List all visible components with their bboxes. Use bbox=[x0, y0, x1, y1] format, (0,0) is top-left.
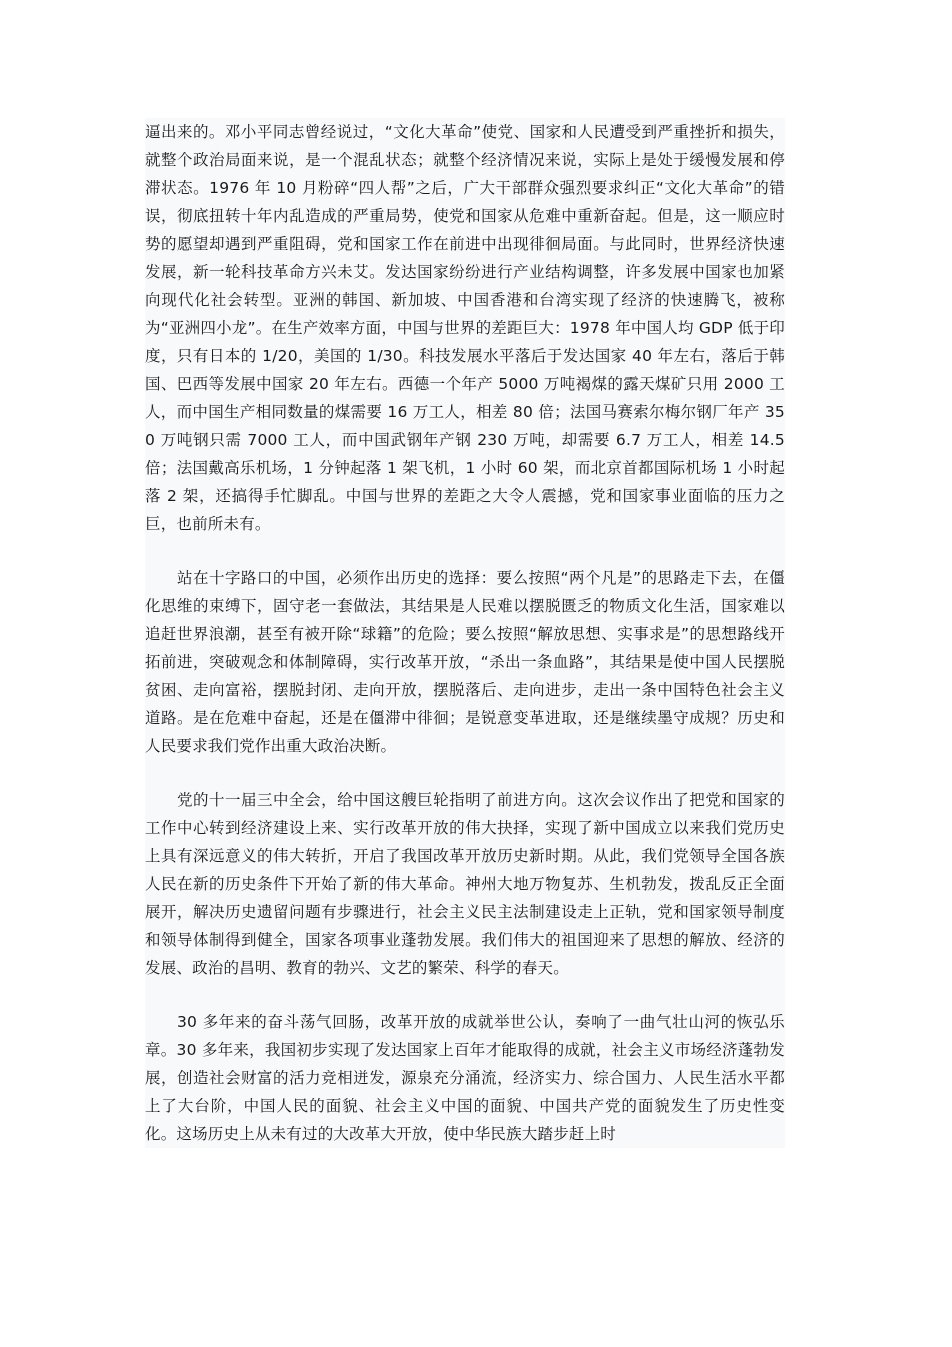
paragraph-1: 逼出来的。邓小平同志曾经说过，“文化大革命”使党、国家和人民遭受到严重挫折和损失，就整个政治局面来说，是一个混乱状态；就整个经济情况来说，实际上是处于缓慢发展和停滞状态。1976 年 10 月粉碎“四人帮”之后，广大干部群众强烈要求纠正“文化大革命”的错误，彻底扭转十年内乱造成的严重局势，使党和国家从危难中重新奋起。但是，这一顺应时势的愿望却遇到严重阻碍，党和国家工作在前进中出现徘徊局面。与此同时，世界经济快速发展，新一轮科技革命方兴未艾。发达国家纷纷进行产业结构调整，许多发展中国家也加紧向现代化社会转型。亚洲的韩国、新加坡、中国香港和台湾实现了经济的快速腾飞，被称为“亚洲四小龙”。在生产效率方面，中国与世界的差距巨大：1978 年中国人均 GDP 低于印度，只有日本的 1/20，美国的 1/30。科技发展水平落后于发达国家 40 年左右，落后于韩国、巴西等发展中国家 20 年左右。西德一个年产 5000 万吨褐煤的露天煤矿只用 2000 工人，而中国生产相同数量的煤需要 16 万工人，相差 80 倍；法国马赛索尔梅尔钢厂年产 350 万吨钢只需 7000 工人，而中国武钢年产钢 230 万吨，却需要 6.7 万工人，相差 14.5 倍；法国戴高乐机场，1 分钟起落 1 架飞机，1 小时 60 架，而北京首都国际机场 1 小时起落 2 架，还搞得手忙脚乱。中国与世界的差距之大令人震撼，党和国家事业面临的压力之巨，也前所未有。 bbox=[145, 123, 785, 533]
document-body bbox=[145, 118, 785, 1148]
paragraph-4: 30 多年来的奋斗荡气回肠，改革开放的成就举世公认，奏响了一曲气壮山河的恢弘乐章。30 多年来，我国初步实现了发达国家上百年才能取得的成就，社会主义市场经济蓬勃发展，创造社会财富的活力竞相迸发，源泉充分涌流，经济实力、综合国力、人民生活水平都上了大台阶，中国人民的面貌、社会主义中国的面貌、中国共产党的面貌发生了历史性变化。这场历史上从未有过的大改革大开放，使中华民族大踏步赶上时 bbox=[145, 1013, 785, 1143]
paragraph-3: 党的十一届三中全会，给中国这艘巨轮指明了前进方向。这次会议作出了把党和国家的工作中心转到经济建设上来、实行改革开放的伟大抉择，实现了新中国成立以来我们党历史上具有深远意义的伟大转折，开启了我国改革开放历史新时期。从此，我们党领导全国各族人民在新的历史条件下开始了新的伟大革命。神州大地万物复苏、生机勃发，拨乱反正全面展开，解决历史遗留问题有步骤进行，社会主义民主法制建设走上正轨，党和国家领导制度和领导体制得到健全，国家各项事业蓬勃发展。我们伟大的祖国迎来了思想的解放、经济的发展、政治的昌明、教育的勃兴、文艺的繁荣、科学的春天。 bbox=[145, 791, 785, 977]
paragraph-2: 站在十字路口的中国，必须作出历史的选择：要么按照“两个凡是”的思路走下去，在僵化思维的束缚下，固守老一套做法，其结果是人民难以摆脱匮乏的物质文化生活，国家难以追赶世界浪潮，甚至有被开除“球籍”的危险；要么按照“解放思想、实事求是”的思想路线开拓前进，突破观念和体制障碍，实行改革开放，“杀出一条血路”，其结果是使中国人民摆脱贫困、走向富裕，摆脱封闭、走向开放，摆脱落后、走向进步，走出一条中国特色社会主义道路。是在危难中奋起，还是在僵滞中徘徊；是锐意变革进取，还是继续墨守成规？历史和人民要求我们党作出重大政治决断。 bbox=[145, 569, 785, 755]
